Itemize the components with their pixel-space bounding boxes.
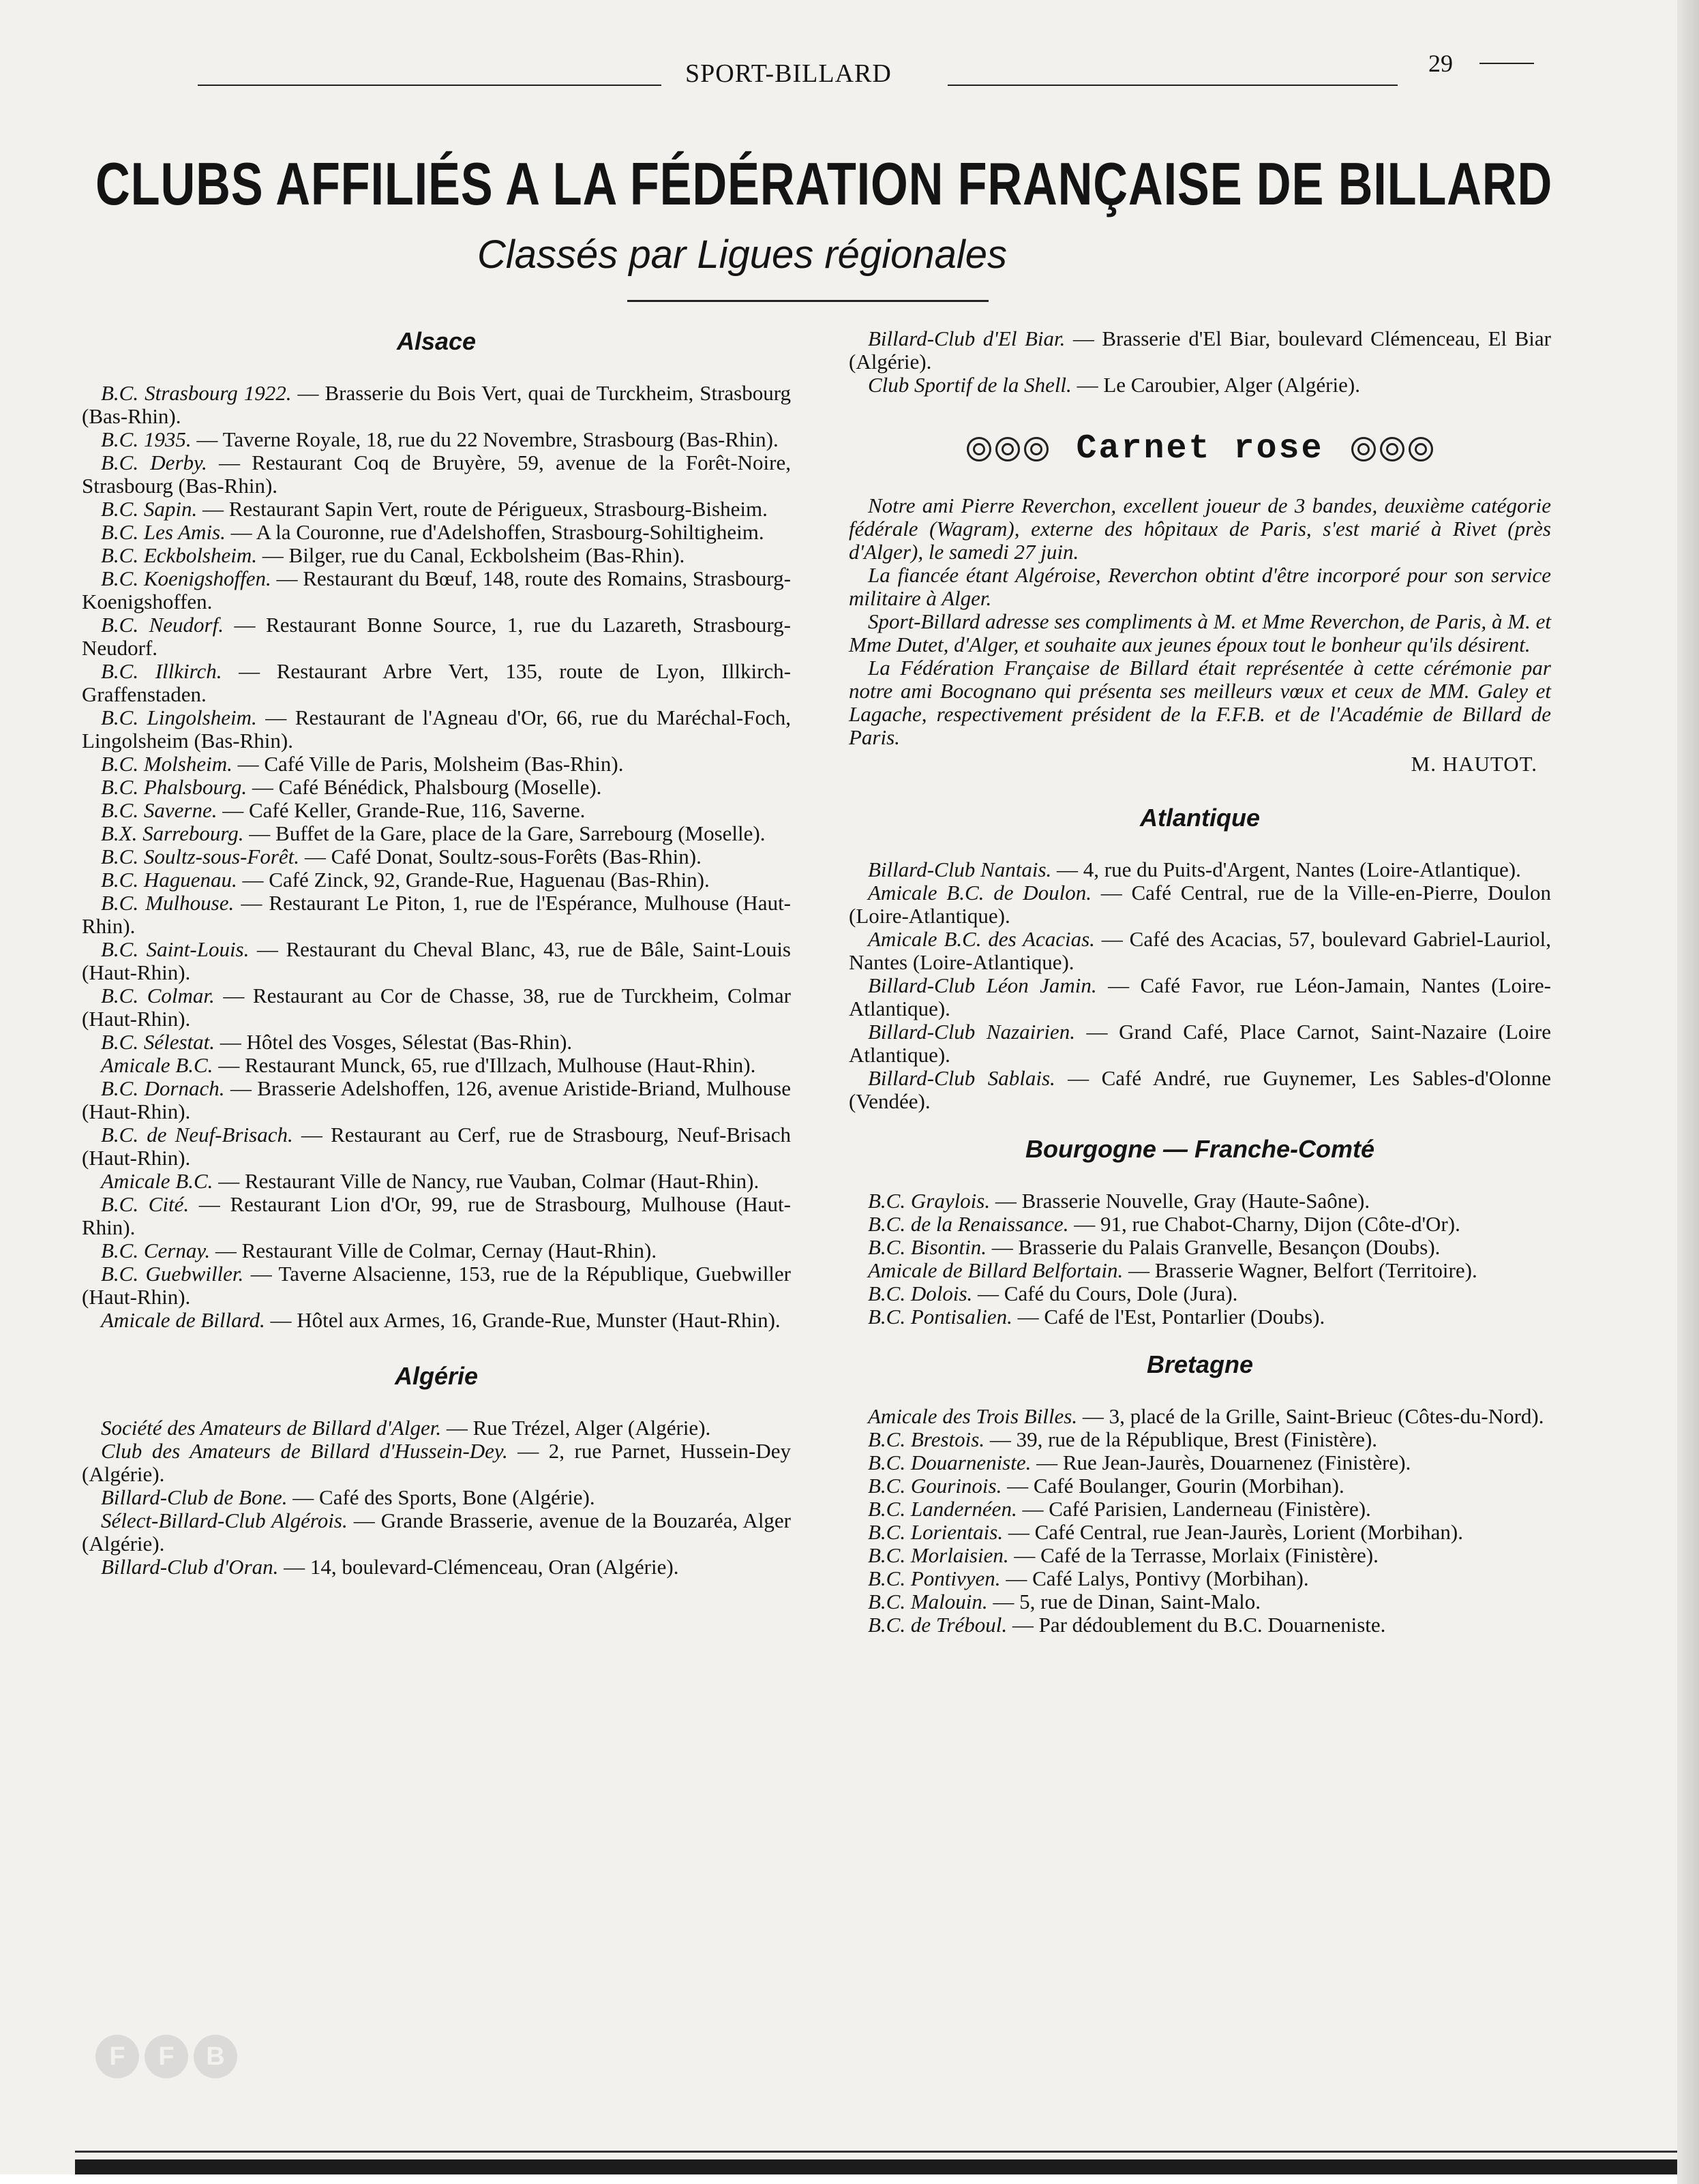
club-entry (82, 1556, 791, 1579)
club-address: — Bilger, rue du Canal, Eckbolsheim (Bas-Rhin). (257, 543, 685, 567)
club-name: B.C. Molsheim. (101, 752, 232, 776)
club-address: — Grande Brasserie, avenue de la Bouzaréa, Alger (Algérie). (82, 1508, 792, 1556)
club-address: — 91, rue Chabot-Charny, Dijon (Côte-d'Or). (1068, 1212, 1460, 1236)
left-column (82, 327, 791, 1609)
club-name: B.C. Cernay. (101, 1239, 211, 1262)
rosette-ornament-left (967, 437, 1049, 461)
club-entry (849, 881, 1551, 928)
club-name: B.C. Strasbourg 1922. (101, 381, 292, 405)
club-entry (849, 1213, 1551, 1236)
club-entry (82, 498, 791, 521)
club-entry (849, 1282, 1551, 1305)
club-name: Billard-Club Sablais. (868, 1066, 1055, 1090)
club-list (82, 1416, 791, 1579)
club-name: B.C. Morlaisien. (868, 1543, 1009, 1567)
club-address: — Restaurant Lion d'Or, 99, rue de Strasbourg, Mulhouse (Haut-Rhin). (82, 1192, 791, 1239)
club-name: B.C. Koenigshoffen. (101, 566, 271, 590)
carnet-paragraph: La fiancée étant Algéroise, Reverchon obtint d'être incorporé pour son service militaire à Alger. (849, 563, 1551, 610)
subtitle-rule (627, 300, 989, 302)
club-address: — Hôtel aux Armes, 16, Grande-Rue, Munster (Haut-Rhin). (265, 1308, 781, 1332)
club-address: — Brasserie du Palais Granvelle, Besançon (Doubs). (986, 1235, 1441, 1259)
ffb-logo (95, 2035, 237, 2078)
club-name: B.C. Brestois. (868, 1427, 985, 1451)
club-name: Amicale B.C. des Acacias. (868, 927, 1095, 951)
club-name: B.C. Guebwiller. (101, 1262, 244, 1286)
page-subtitle: Classés par Ligues régionales (477, 232, 1007, 277)
club-address: — Restaurant Ville de Colmar, Cernay (Haut-Rhin). (210, 1239, 657, 1262)
club-name: B.C. Bisontin. (868, 1235, 987, 1259)
club-name: B.C. Derby. (101, 451, 207, 474)
club-address: — Restaurant Bonne Source, 1, rue du Lazareth, Strasbourg-Neudorf. (82, 613, 791, 660)
club-address: — Café Boulanger, Gourin (Morbihan). (1002, 1474, 1344, 1498)
section-alsace (82, 327, 791, 1332)
club-address: — Par dédoublement du B.C. Douarneniste. (1007, 1613, 1386, 1637)
section-heading: Bretagne (1146, 1350, 1254, 1378)
club-address: — Café des Acacias, 57, boulevard Gabriel-Lauriol, Nantes (Loire-Atlantique). (849, 927, 1551, 974)
club-name: B.C. Landernéen. (868, 1497, 1017, 1521)
right-column (849, 327, 1551, 1637)
club-entry (82, 1440, 791, 1486)
club-address: — 2, rue Parnet, Hussein-Dey (Algérie). (82, 1439, 791, 1486)
club-name: B.C. Douarneniste. (868, 1451, 1032, 1474)
club-entry (849, 1405, 1551, 1428)
club-entry (849, 1189, 1551, 1213)
club-entry (82, 451, 791, 498)
carnet-paragraph: Sport-Billard adresse ses compliments à M. et Mme Reverchon, de Paris, à M. et Mme Dutet, d'Alger, et souhaite aux jeunes époux tout le bonheur qu'ils désirent. (849, 609, 1551, 656)
club-name: B.C. de la Renaissance. (868, 1212, 1069, 1236)
club-address: — Restaurant Le Piton, 1, rue de l'Espérance, Mulhouse (Haut-Rhin). (82, 891, 791, 938)
club-entry (82, 1509, 791, 1556)
club-name: Billard-Club d'El Biar. (868, 327, 1066, 350)
header-rule-left (198, 85, 661, 86)
club-address: — Café Lalys, Pontivy (Morbihan). (1000, 1566, 1309, 1590)
club-entry (849, 1305, 1551, 1329)
club-address: — Restaurant au Cor de Chasse, 38, rue de Turckheim, Colmar (Haut-Rhin). (82, 984, 791, 1031)
club-entry (82, 521, 791, 544)
club-name: Amicale B.C. (101, 1053, 213, 1077)
club-name: B.C. Phalsbourg. (101, 775, 247, 799)
rosette-icon (1380, 437, 1404, 461)
club-name: Amicale de Billard Belfortain. (868, 1258, 1124, 1282)
carnet-title: Carnet rose (1076, 429, 1324, 468)
club-address: — Le Caroubier, Alger (Algérie). (1071, 373, 1360, 397)
club-entry (849, 1428, 1551, 1451)
rosette-icon (967, 437, 991, 461)
club-name: Amicale B.C. de Doulon. (868, 881, 1092, 905)
club-address: — Restaurant de l'Agneau d'Or, 66, rue du Maréchal-Foch, Lingolsheim (Bas-Rhin). (82, 706, 791, 753)
club-address: — Restaurant au Cerf, rue de Strasbourg, Neuf-Brisach (Haut-Rhin). (82, 1123, 791, 1170)
club-entry (82, 822, 791, 845)
club-name: B.C. Dolois. (868, 1281, 973, 1305)
club-entry (82, 1416, 791, 1440)
club-address: — Brasserie Nouvelle, Gray (Haute-Saône). (990, 1189, 1370, 1213)
club-address: — Café Ville de Paris, Molsheim (Bas-Rhin). (232, 752, 624, 776)
club-name: Billard-Club Nantais. (868, 858, 1052, 881)
club-address: — Restaurant Munck, 65, rue d'Illzach, Mulhouse (Haut-Rhin). (213, 1053, 756, 1077)
club-address: — Rue Jean-Jaurès, Douarnenez (Finistère). (1031, 1451, 1411, 1474)
club-address: — Café des Sports, Bone (Algérie). (287, 1485, 595, 1509)
club-address: — Restaurant Coq de Bruyère, 59, avenue de la Forêt-Noire, Strasbourg (Bas-Rhin). (82, 451, 791, 498)
club-address: — Café Parisien, Landerneau (Finistère). (1017, 1497, 1371, 1521)
club-address: — Buffet de la Gare, place de la Gare, Sarrebourg (Moselle). (243, 821, 766, 845)
club-address: — 14, boulevard-Clémenceau, Oran (Algérie). (278, 1555, 679, 1579)
section-heading: Bourgogne — Franche-Comté (1025, 1135, 1374, 1163)
carnet-paragraph: Notre ami Pierre Reverchon, excellent joueur de 3 bandes, deuxième catégorie fédérale (Wagram), externe des hôpitaux de Paris, s'est marié à Rivet (près d'Alger), le samedi 27 juin. (849, 494, 1551, 564)
club-entry (849, 1067, 1551, 1113)
section-heading: Atlantique (1140, 804, 1260, 832)
club-name: B.C. de Tréboul. (868, 1613, 1008, 1637)
club-address: — Café Favor, rue Léon-Jamain, Nantes (Loire-Atlantique). (849, 973, 1552, 1020)
club-name: B.C. de Neuf-Brisach. (101, 1123, 293, 1147)
section-bretagne (849, 1350, 1551, 1637)
header-rule-right (1479, 63, 1534, 64)
bottom-rule (75, 2151, 1684, 2153)
club-entry (849, 1498, 1551, 1521)
club-name: Amicale de Billard. (101, 1308, 265, 1332)
club-entry (82, 706, 791, 753)
page-title: CLUBS AFFILIÉS A LA FÉDÉRATION FRANÇAISE DE BILLARD (95, 150, 1553, 217)
club-address: — Café de la Terrasse, Morlaix (Finistère). (1008, 1543, 1379, 1567)
club-name: Billard-Club de Bone. (101, 1485, 288, 1509)
club-entry (849, 1567, 1551, 1590)
club-name: B.C. Les Amis. (101, 520, 226, 544)
club-address: — Restaurant Arbre Vert, 135, route de Lyon, Illkirch-Graffenstaden. (82, 659, 791, 706)
header-rule-middle (948, 85, 1398, 86)
club-name: B.C. Colmar. (101, 984, 215, 1007)
club-list (82, 382, 791, 1332)
club-entry (82, 613, 791, 660)
club-name: B.C. Lorientais. (868, 1520, 1004, 1544)
club-name: Sélect-Billard-Club Algérois. (101, 1508, 348, 1532)
club-name: B.C. Gourinois. (868, 1474, 1002, 1498)
section-heading: Alsace (396, 327, 477, 355)
rosette-icon (1351, 437, 1376, 461)
club-name: Club Sportif de la Shell. (868, 373, 1072, 397)
club-address: — Café Keller, Grande-Rue, 116, Saverne. (217, 798, 586, 822)
club-name: B.C. Pontivyen. (868, 1566, 1001, 1590)
club-entry (849, 1521, 1551, 1544)
club-address: — Café de l'Est, Pontarlier (Doubs). (1012, 1305, 1325, 1329)
club-name: Amicale B.C. (101, 1169, 213, 1193)
club-entry (82, 1486, 791, 1509)
rosette-icon (1409, 437, 1433, 461)
club-address: — Brasserie Adelshoffen, 126, avenue Aristide-Briand, Mulhouse (Haut-Rhin). (82, 1076, 791, 1123)
club-entry (849, 1474, 1551, 1498)
club-name: B.C. Cité. (101, 1192, 190, 1216)
club-address: — Restaurant du Bœuf, 148, route des Romains, Strasbourg-Koenigshoffen. (82, 566, 792, 613)
club-name: B.C. Eckbolsheim. (101, 543, 258, 567)
club-address: — Brasserie d'El Biar, boulevard Clémenceau, El Biar (Algérie). (849, 327, 1551, 374)
club-entry (849, 974, 1551, 1020)
club-name: Billard-Club Léon Jamin. (868, 973, 1097, 997)
club-name: B.C. Haguenau. (101, 868, 237, 892)
club-address: — Café André, rue Guynemer, Les Sables-d'Olonne (Vendée). (849, 1066, 1552, 1113)
club-address: — Taverne Alsacienne, 153, rue de la République, Guebwiller (Haut-Rhin). (82, 1262, 791, 1309)
club-list-continued (849, 327, 1551, 397)
club-address: — Restaurant du Cheval Blanc, 43, rue de Bâle, Saint-Louis (Haut-Rhin). (82, 937, 791, 984)
carnet-signature: M. HAUTOT. (1411, 752, 1537, 776)
running-header (0, 49, 1684, 90)
club-name: B.C. 1935. (101, 427, 192, 451)
section-heading: Algérie (394, 1362, 479, 1390)
club-entry (82, 1193, 791, 1239)
club-name: B.C. Saint-Louis. (101, 937, 250, 961)
club-name: B.C. Sapin. (101, 497, 198, 521)
club-name: B.C. Illkirch. (101, 659, 222, 683)
club-entry (82, 1054, 791, 1077)
club-name: B.C. Mulhouse. (101, 891, 235, 915)
club-address: — Taverne Royale, 18, rue du 22 Novembre, Strasbourg (Bas-Rhin). (191, 427, 779, 451)
club-entry (849, 1259, 1551, 1282)
club-entry (82, 1031, 791, 1054)
club-name: B.C. Malouin. (868, 1590, 988, 1613)
club-address: — 5, rue de Dinan, Saint-Malo. (987, 1590, 1261, 1613)
logo-letter: F (145, 2035, 188, 2078)
club-address: — Café Bénédick, Phalsbourg (Moselle). (247, 775, 602, 799)
page-number: 29 (1428, 50, 1453, 77)
section-atlantique (849, 804, 1551, 1113)
club-list (849, 1405, 1551, 1637)
club-name: B.C. Neudorf. (101, 613, 224, 637)
rosette-icon (995, 437, 1020, 461)
club-address: — Hôtel des Vosges, Sélestat (Bas-Rhin). (215, 1030, 573, 1054)
logo-letter: B (194, 2035, 237, 2078)
club-entry (82, 892, 791, 938)
logo-letter: F (95, 2035, 139, 2078)
club-name: B.C. Pontisalien. (868, 1305, 1012, 1329)
club-address: — 3, placé de la Grille, Saint-Brieuc (Côtes-du-Nord). (1077, 1404, 1544, 1428)
club-entry (82, 382, 791, 428)
club-entry (849, 858, 1551, 881)
club-name: B.X. Sarrebourg. (101, 821, 244, 845)
club-entry (849, 1020, 1551, 1067)
club-name: Billard-Club d'Oran. (101, 1555, 279, 1579)
club-entry (82, 984, 791, 1031)
club-name: Club des Amateurs de Billard d'Hussein-Dey. (101, 1439, 508, 1463)
club-list (849, 858, 1551, 1113)
club-entry (849, 1613, 1551, 1637)
club-name: B.C. Dornach. (101, 1076, 225, 1100)
club-entry (82, 1170, 791, 1193)
carnet-heading (849, 429, 1551, 468)
club-address: — Café du Cours, Dole (Jura). (972, 1281, 1238, 1305)
club-address: — Café Central, rue de la Ville-en-Pierre, Doulon (Loire-Atlantique). (849, 881, 1551, 928)
club-address: — 4, rue du Puits-d'Argent, Nantes (Loire-Atlantique). (1051, 858, 1521, 881)
club-address: — Grand Café, Place Carnot, Saint-Nazaire (Loire Atlantique). (849, 1020, 1552, 1067)
section-carnet-rose (849, 429, 1551, 776)
club-entry (82, 1262, 791, 1309)
club-entry (82, 845, 791, 868)
club-entry (82, 938, 791, 984)
club-address: — Brasserie Wagner, Belfort (Territoire). (1123, 1258, 1477, 1282)
club-name: B.C. Saverne. (101, 798, 217, 822)
club-address: — Restaurant Sapin Vert, route de Périgueux, Strasbourg-Bisheim. (197, 497, 768, 521)
club-name: B.C. Sélestat. (101, 1030, 215, 1054)
club-name: B.C. Lingolsheim. (101, 706, 257, 729)
club-entry (849, 1590, 1551, 1613)
club-entry (82, 1123, 791, 1170)
club-entry (849, 374, 1551, 397)
club-entry (849, 1451, 1551, 1474)
club-entry (849, 928, 1551, 974)
club-entry (82, 868, 791, 892)
section-algerie (82, 1362, 791, 1579)
club-address: — Café Donat, Soultz-sous-Forêts (Bas-Rhin). (299, 845, 702, 868)
club-address: — Restaurant Ville de Nancy, rue Vauban, Colmar (Haut-Rhin). (213, 1169, 760, 1193)
club-entry (82, 1309, 791, 1332)
club-name: Société des Amateurs de Billard d'Alger. (101, 1416, 442, 1440)
rosette-ornament-right (1351, 437, 1433, 461)
rosette-icon (1024, 437, 1049, 461)
club-entry (82, 567, 791, 613)
section-bourgogne (849, 1135, 1551, 1329)
club-address: — A la Couronne, rue d'Adelshoffen, Strasbourg-Sohiltigheim. (225, 520, 764, 544)
club-name: Billard-Club Nazairien. (868, 1020, 1075, 1044)
club-address: — 39, rue de la République, Brest (Finistère). (984, 1427, 1378, 1451)
club-address: — Café Zinck, 92, Grande-Rue, Haguenau (Bas-Rhin). (237, 868, 710, 892)
club-entry (82, 660, 791, 706)
running-title: SPORT-BILLARD (685, 59, 892, 88)
carnet-paragraph: La Fédération Française de Billard était représentée à cette cérémonie par notre ami Bocognano qui présenta ses meilleurs vœux et ceux de MM. Galey et Lagache, respectivement président de la F.F.B. et de l'Académie de Billard de Paris. (849, 656, 1551, 749)
bottom-band (75, 2159, 1684, 2174)
club-address: — Brasserie du Bois Vert, quai de Turckheim, Strasbourg (Bas-Rhin). (82, 381, 791, 428)
club-name: B.C. Graylois. (868, 1189, 991, 1213)
club-list (849, 1189, 1551, 1329)
club-entry (82, 753, 791, 776)
club-address: — Rue Trézel, Alger (Algérie). (441, 1416, 711, 1440)
club-entry (82, 544, 791, 567)
club-address: — Café Central, rue Jean-Jaurès, Lorient (Morbihan). (1003, 1520, 1463, 1544)
club-name: B.C. Soultz-sous-Forêt. (101, 845, 300, 868)
club-entry (82, 1077, 791, 1123)
club-entry (849, 1236, 1551, 1259)
club-entry (849, 1544, 1551, 1567)
club-name: Amicale des Trois Billes. (868, 1404, 1078, 1428)
club-entry (82, 1239, 791, 1262)
club-entry (82, 428, 791, 451)
club-entry (849, 327, 1551, 374)
page-edge (1677, 0, 1699, 2184)
club-entry (82, 776, 791, 799)
club-entry (82, 799, 791, 822)
